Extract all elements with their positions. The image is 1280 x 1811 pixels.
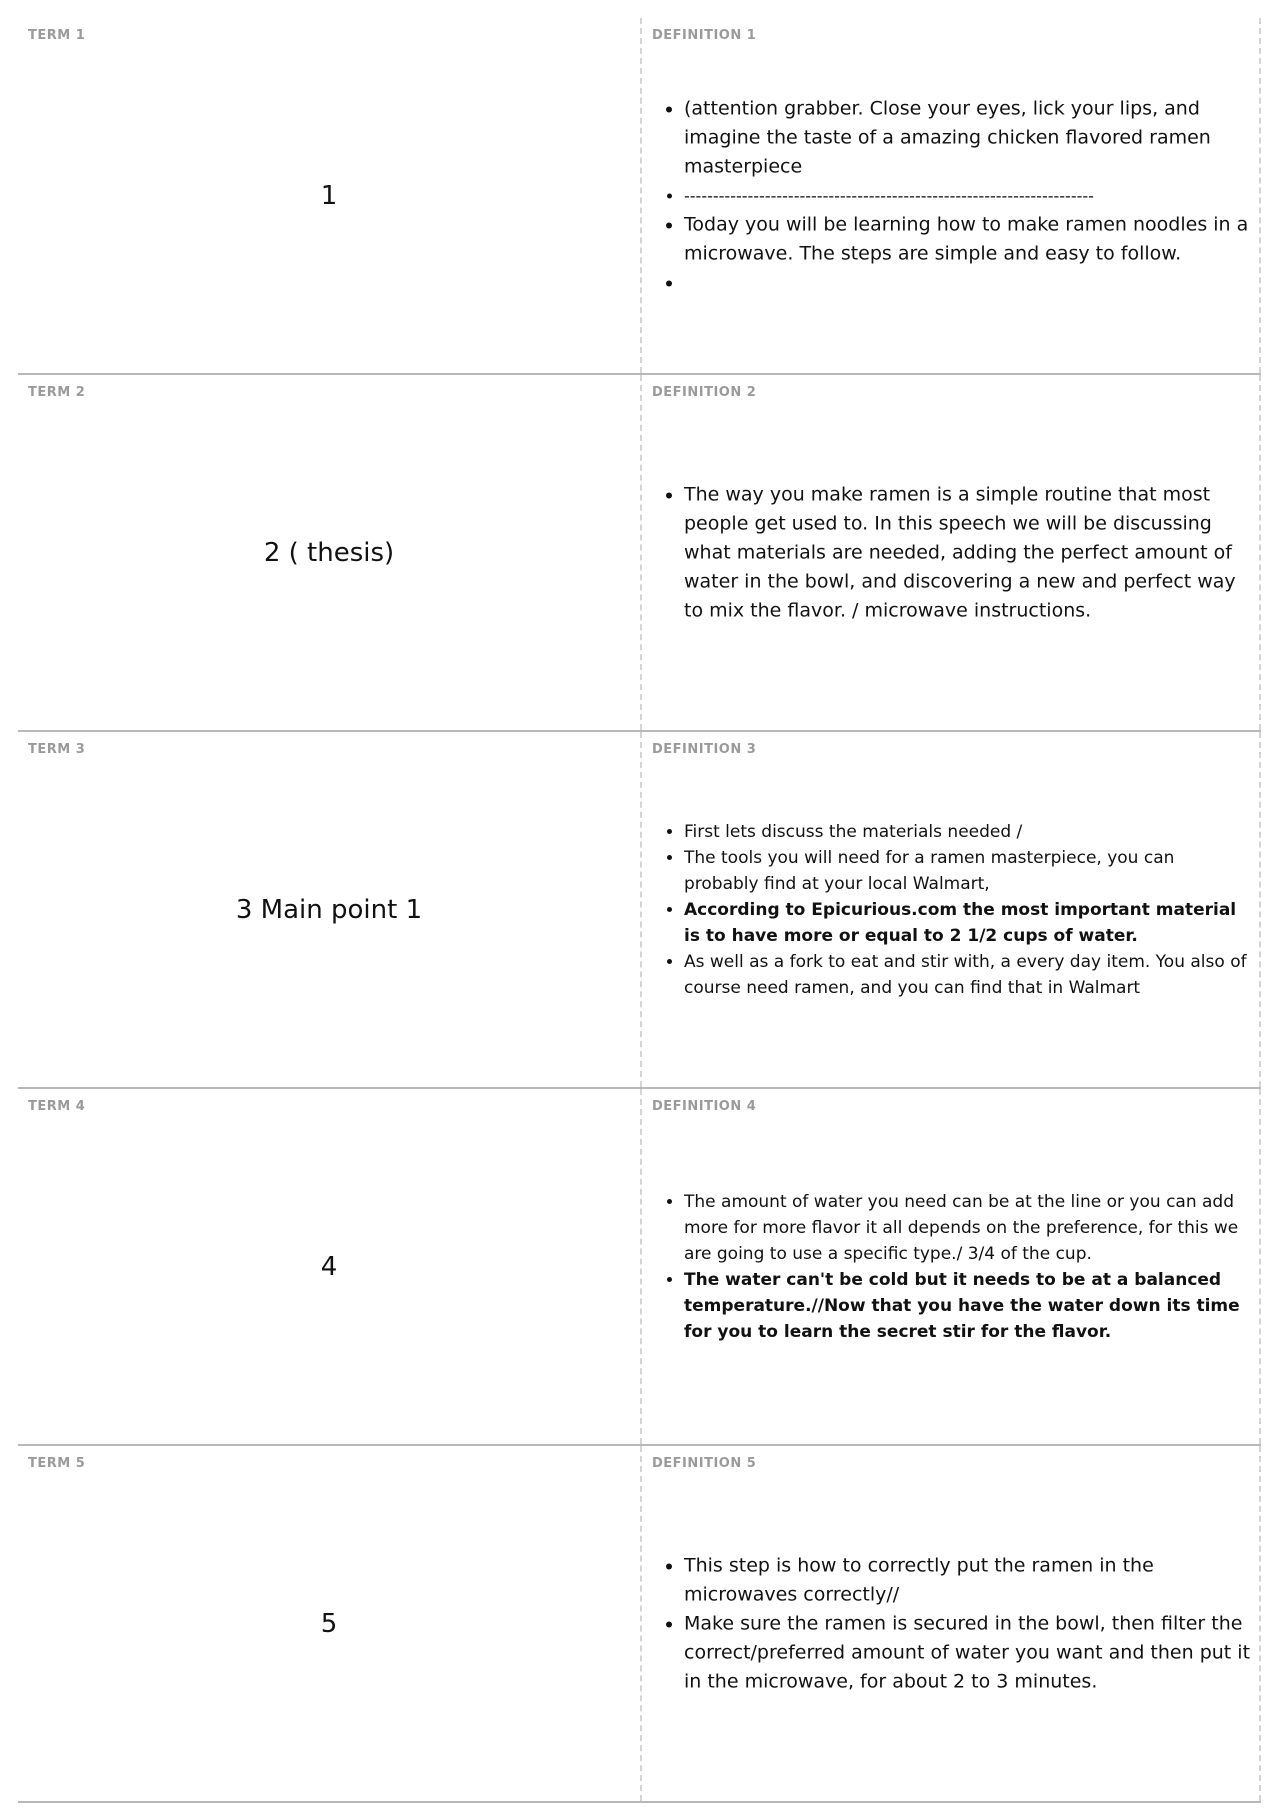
definition-bullet: • This step is how to correctly put the ramen in the microwaves correctly// xyxy=(684,1551,1253,1609)
flashcard-sheet xyxy=(18,18,1261,1803)
card-row-4 xyxy=(18,1089,1261,1446)
definition-caption: DEFINITION 4 xyxy=(652,1099,757,1114)
definition-bullet: • The way you make ramen is a simple routine that most people get used to. In this speech we will be discussing what materials are needed, adding the perfect amount of water in the bowl, and discovering a new and perfect way to mix the flavor. / microwave instructions. xyxy=(684,480,1253,625)
card-row-3 xyxy=(18,732,1261,1089)
term-cell xyxy=(18,18,640,373)
definition-body xyxy=(652,480,1253,625)
definition-body xyxy=(652,1189,1253,1345)
term-caption: TERM 5 xyxy=(28,1456,86,1471)
term-text: 2 ( thesis) xyxy=(263,537,395,568)
definition-cell xyxy=(640,732,1261,1087)
term-caption: TERM 3 xyxy=(28,742,86,757)
definition-bullet: • Make sure the ramen is secured in the bowl, then filter the correct/preferred amount of water you want and then put it in the microwave, for about 2 to 3 minutes. xyxy=(684,1609,1253,1696)
term-caption: TERM 1 xyxy=(28,28,86,43)
definition-body xyxy=(652,1551,1253,1696)
definition-caption: DEFINITION 2 xyxy=(652,385,757,400)
term-cell xyxy=(18,1446,640,1801)
card-row-2 xyxy=(18,375,1261,732)
definition-bullet: • The tools you will need for a ramen masterpiece, you can probably find at your local Walmart, xyxy=(684,845,1253,897)
term-caption: TERM 2 xyxy=(28,385,86,400)
term-cell xyxy=(18,732,640,1087)
term-cell xyxy=(18,1089,640,1444)
definition-list xyxy=(652,819,1253,1001)
card-row-5 xyxy=(18,1446,1261,1803)
definition-body xyxy=(652,94,1253,297)
definition-bullet: • Today you will be learning how to make ramen noodles in a microwave. The steps are simple and easy to follow. xyxy=(684,210,1253,268)
definition-bullet-bold: • According to Epicurious.com the most important material is to have more or equal to 2 1/2 cups of water. xyxy=(684,897,1253,949)
definition-cell xyxy=(640,1446,1261,1801)
definition-caption: DEFINITION 1 xyxy=(652,28,757,43)
term-caption: TERM 4 xyxy=(28,1099,86,1114)
definition-cell xyxy=(640,18,1261,373)
definition-bullet xyxy=(684,268,1253,297)
definition-list xyxy=(652,480,1253,625)
definition-caption: DEFINITION 3 xyxy=(652,742,757,757)
definition-list xyxy=(652,1189,1253,1345)
term-text: 5 xyxy=(320,1608,338,1639)
definition-bullet: • First lets discuss the materials needed / xyxy=(684,819,1253,845)
definition-bullet: • (attention grabber. Close your eyes, lick your lips, and imagine the taste of a amazing chicken flavored ramen masterpiece xyxy=(684,94,1253,181)
definition-caption: DEFINITION 5 xyxy=(652,1456,757,1471)
term-cell xyxy=(18,375,640,730)
definition-bullet: • ----------------------------------------------------------------------- xyxy=(684,181,1253,210)
definition-cell xyxy=(640,375,1261,730)
definition-list xyxy=(652,94,1253,297)
term-text: 1 xyxy=(320,180,338,211)
term-text: 3 Main point 1 xyxy=(235,894,423,925)
card-row-1 xyxy=(18,18,1261,375)
definition-cell xyxy=(640,1089,1261,1444)
definition-bullet-bold: • The water can't be cold but it needs to be at a balanced temperature.//Now that you have the water down its time for you to learn the secret stir for the flavor. xyxy=(684,1267,1253,1345)
definition-bullet: • The amount of water you need can be at the line or you can add more for more flavor it all depends on the preference, for this we are going to use a specific type./ 3/4 of the cup. xyxy=(684,1189,1253,1267)
definition-body xyxy=(652,819,1253,1001)
definition-list xyxy=(652,1551,1253,1696)
definition-bullet: • As well as a fork to eat and stir with, a every day item. You also of course need ramen, and you can find that in Walmart xyxy=(684,949,1253,1001)
term-text: 4 xyxy=(320,1251,338,1282)
